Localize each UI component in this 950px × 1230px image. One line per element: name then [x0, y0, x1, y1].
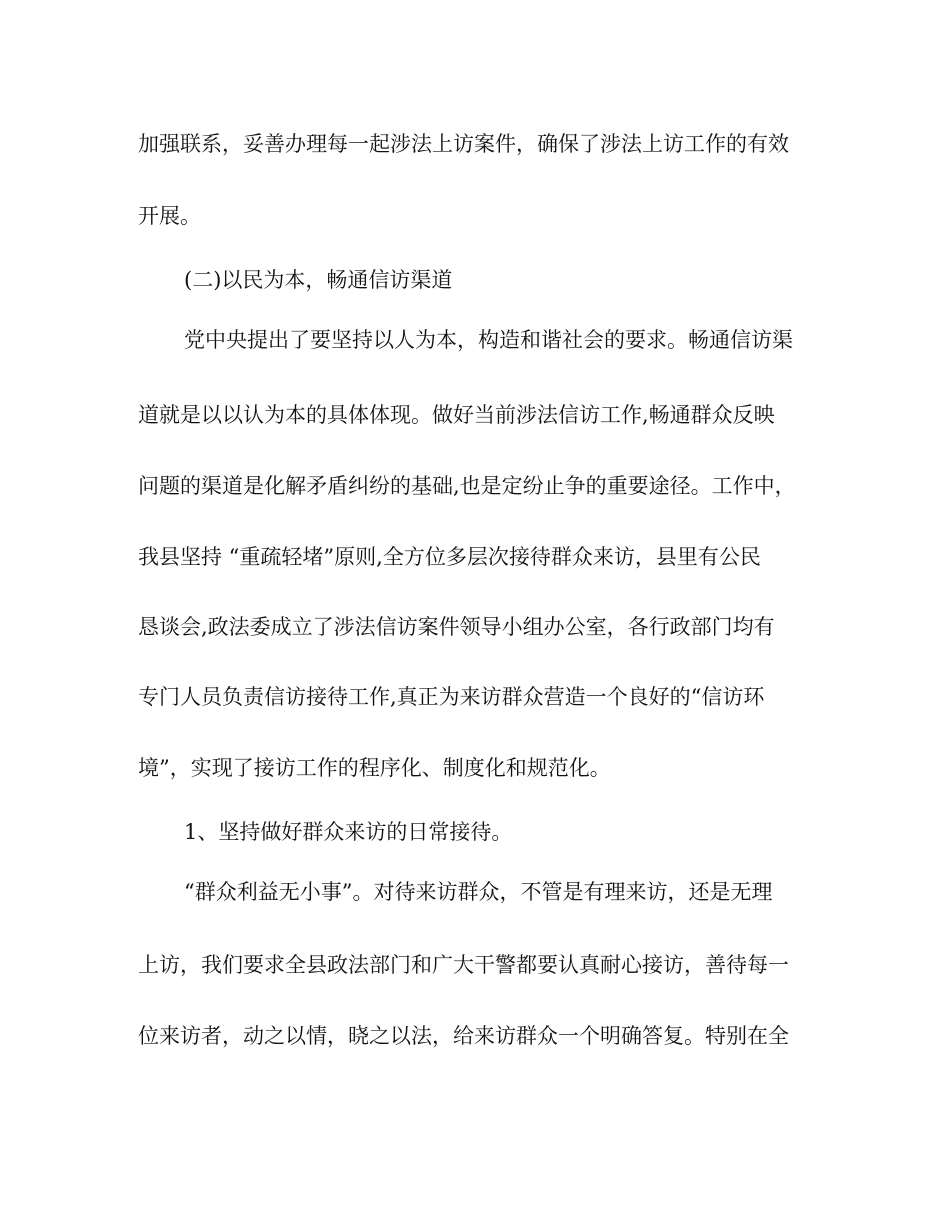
text-line: 专门人员负责信访接待工作,真正为来访群众营造一个良好的“信访环	[138, 685, 765, 709]
text-line: 开展。	[138, 204, 201, 228]
text-line: 道就是以以认为本的具体体现。做好当前涉法信访工作,畅通群众反映	[138, 403, 775, 427]
text-line: 位来访者，动之以情，晓之以法，给来访群众一个明确答复。特别在全	[138, 1024, 789, 1048]
text-line: 境”，实现了接访工作的程序化、制度化和规范化。	[138, 756, 611, 780]
section-heading: (二)以民为本，畅通信访渠道	[184, 268, 453, 292]
text-line: 我县坚持 “重疏轻堵”原则,全方位多层次接待群众来访，县里有公民	[138, 545, 761, 569]
subsection-heading: 1、坚持做好群众来访的日常接待。	[184, 820, 513, 844]
text-line: 党中央提出了要坚持以人为本，构造和谐社会的要求。畅通信访渠	[184, 328, 793, 352]
text-line: 恳谈会,政法委成立了涉法信访案件领导小组办公室，各行政部门均有	[138, 615, 775, 639]
text-line: 上访，我们要求全县政法部门和广大干警都要认真耐心接访，善待每一	[138, 953, 789, 977]
text-line: 加强联系，妥善办理每一起涉法上访案件，确保了涉法上访工作的有效	[138, 132, 789, 156]
text-line: “群众利益无小事”。对待来访群众，不管是有理来访，还是无理	[184, 880, 773, 904]
text-line: 问题的渠道是化解矛盾纠纷的基础,也是定纷止争的重要途径。工作中，	[138, 474, 796, 498]
